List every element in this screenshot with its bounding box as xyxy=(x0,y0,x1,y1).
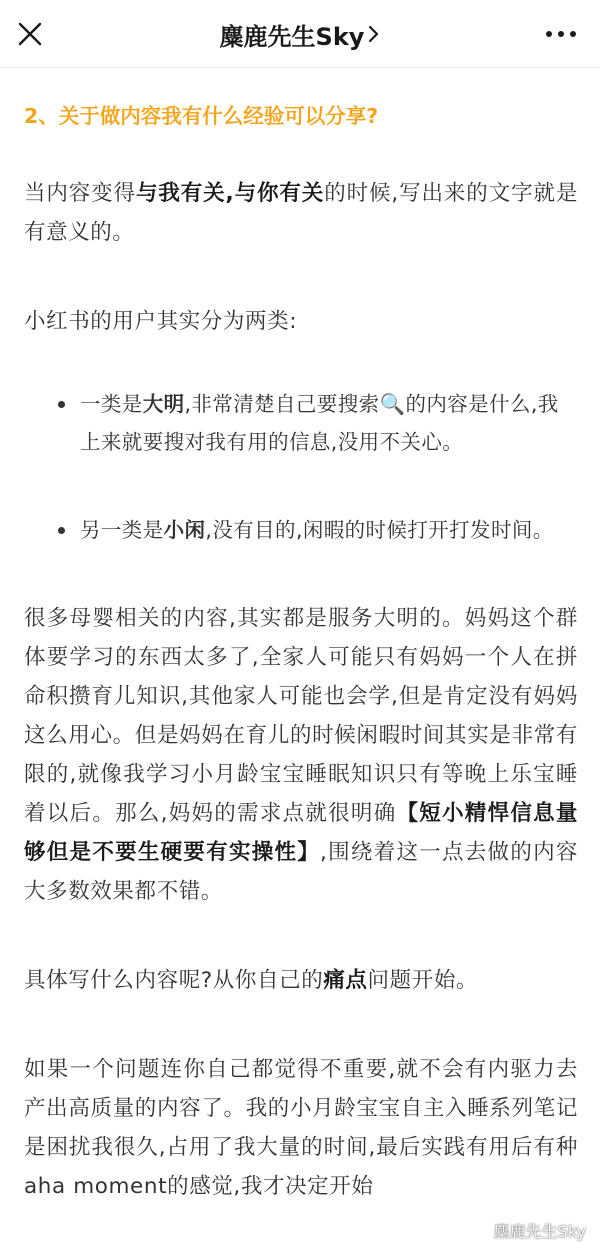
text-span: ,非常清楚自己要搜索 xyxy=(184,392,380,416)
paragraph-1 xyxy=(24,174,578,252)
bold-text: 与我有关,与你有关 xyxy=(135,181,325,206)
text-span: ,没有目的,闲暇的时候打开打发时间。 xyxy=(205,518,554,542)
account-title-button[interactable] xyxy=(220,17,381,52)
account-name: 麋鹿先生Sky xyxy=(219,22,365,51)
paragraph-4 xyxy=(24,961,578,1000)
text-span: 当内容变得 xyxy=(24,181,136,206)
text-span: 的内容是什么,我上来就要搜对我有用的信息,没用不关心。 xyxy=(80,392,559,454)
list-item xyxy=(80,385,578,461)
more-icon xyxy=(544,24,578,44)
paragraph-2: 小红书的用户其实分为两类: xyxy=(24,309,298,334)
wechat-icon xyxy=(462,1220,488,1242)
close-button[interactable] xyxy=(14,16,46,52)
text-span: 一类是 xyxy=(80,392,143,416)
text-span: 的时候,写出来的文字就是有意义的。 xyxy=(24,181,578,245)
bullet-list xyxy=(24,385,578,549)
bold-text: 痛点 xyxy=(323,968,368,993)
text-span: 另一类是 xyxy=(80,518,164,542)
magnifier-emoji-icon: 🔍 xyxy=(379,392,406,416)
list-item xyxy=(80,511,578,549)
bold-text: 【短小精悍信息量够但是不要生硬要有实操性】 xyxy=(24,801,578,865)
chevron-right-icon xyxy=(368,24,380,44)
paragraph-3 xyxy=(24,599,578,911)
section-heading: 2、关于做内容我有什么经验可以分享? xyxy=(24,104,379,128)
top-bar xyxy=(0,0,600,68)
text-span: 问题开始。 xyxy=(367,968,479,993)
article-body xyxy=(0,68,600,1206)
watermark-text: 麋鹿先生Sky xyxy=(493,1222,586,1241)
bold-text: 小闲 xyxy=(163,518,206,542)
text-span: 具体写什么内容呢?从你自己的 xyxy=(24,968,324,993)
more-button[interactable] xyxy=(544,24,578,44)
watermark xyxy=(462,1219,586,1242)
paragraph-5: 如果一个问题连你自己都觉得不重要,就不会有内驱力去产出高质量的内容了。我的小月龄宝宝自主入睡系列笔记是困扰我很久,占用了我大量的时间,最后实践有用后有种aha moment的感觉,我才决定开始 xyxy=(24,1057,578,1199)
bullet-dot xyxy=(58,527,65,534)
text-span: 很多母婴相关的内容,其实都是服务大明的。妈妈这个群体要学习的东西太多了,全家人可能只有妈妈一个人在拼命积攒育儿知识,其他家人可能也会学,但是肯定没有妈妈这么用心。但是妈妈在育儿的时候闲暇时间其实是非常有限的,就像我学习小月龄宝宝睡眠知识只有等晚上乐宝睡着以后。那么,妈妈的需求点就很明确 xyxy=(24,606,578,826)
bullet-dot xyxy=(58,401,65,408)
text-span: ,围绕着这一点去做的内容大多数效果都不错。 xyxy=(24,840,578,904)
close-icon xyxy=(14,16,46,52)
bold-text: 大明 xyxy=(142,392,185,416)
